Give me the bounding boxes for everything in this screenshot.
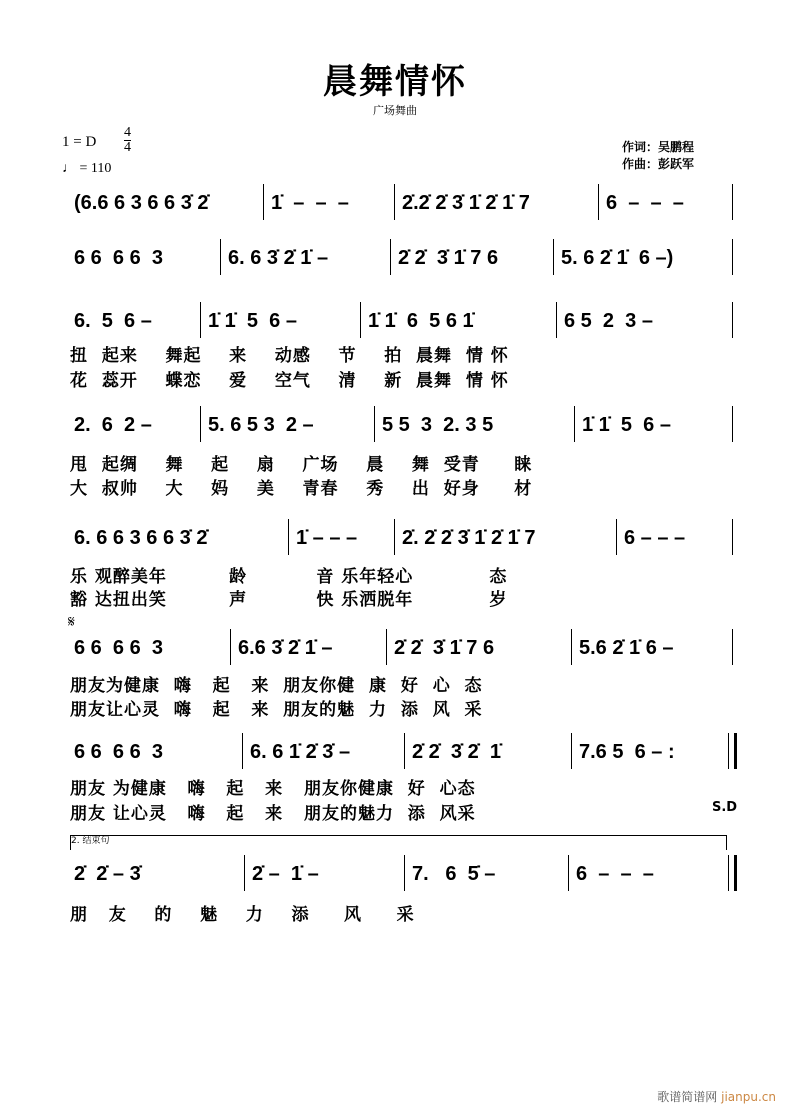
barline <box>732 406 733 442</box>
barline <box>598 184 599 220</box>
barline <box>360 302 361 338</box>
barline <box>732 184 733 220</box>
end-barline <box>728 733 737 769</box>
barline <box>732 629 733 665</box>
segno-sign: 𝄋 <box>68 612 75 631</box>
barline <box>242 733 243 769</box>
measure: 5. 6 2̇ 1̇ 6 –) <box>561 247 674 269</box>
measure: 6. 6 3̇ 2̇ 1̇ – <box>228 247 329 269</box>
measure: 2̇.2̇ 2̇ 3̇ 1̇ 2̇ 1̇ 7 <box>402 192 530 214</box>
measure: 7.6 5 6 – : <box>579 741 675 763</box>
lyric-line: 扭 起来 舞起 来 动感 节 拍 晨舞 情 怀 <box>70 346 509 366</box>
song-subtitle: 广场舞曲 <box>373 104 417 117</box>
song-title: 晨舞情怀 <box>323 62 467 102</box>
music-staff-row <box>68 859 732 889</box>
watermark-cn: 歌谱简谱网 <box>657 1090 718 1104</box>
measure: 1̇ – – – <box>271 192 349 214</box>
barline <box>553 239 554 275</box>
barline <box>220 239 221 275</box>
lyric-line: 大 叔帅 大 妈 美 青春 秀 出 好身 材 <box>70 479 533 499</box>
measure: 2̇ 2̇ 3̇ 1̇ 7 6 <box>394 637 495 659</box>
lyric-line: 乐 观醉美年 龄 音 乐年轻心 态 <box>70 567 508 587</box>
measure: 6 – – – <box>624 527 686 549</box>
barline <box>574 406 575 442</box>
barline <box>556 302 557 338</box>
music-staff-row <box>68 737 732 767</box>
measure: 2̇ 2̇ 3̇ 2̇ 1̇ <box>412 741 501 763</box>
barline <box>732 519 733 555</box>
measure: (6.6 6 3 6 6 3̇ 2̇ <box>74 192 209 214</box>
barline <box>732 302 733 338</box>
key-signature: 1 = D <box>62 134 97 150</box>
barline <box>571 629 572 665</box>
music-staff-row <box>68 523 732 553</box>
lyricist-credit: 作词：吴鹏程 <box>622 140 695 154</box>
measure: 1̇ 1̇ 5 6 – <box>582 414 671 436</box>
composer-credit: 作曲：彭跃军 <box>622 157 695 171</box>
measure: 6 – – – <box>606 192 684 214</box>
measure: 5.6 2̇ 1̇ 6 – <box>579 637 674 659</box>
barline <box>390 239 391 275</box>
sd-mark: S.D <box>712 800 738 815</box>
lyric-line: 朋友 让心灵 嗨 起 来 朋友的魅力 添 风采 <box>70 804 476 824</box>
watermark-url: jianpu.cn <box>721 1090 776 1104</box>
measure: 7. 6 5̇ – <box>412 863 496 885</box>
barline <box>288 519 289 555</box>
time-bottom: 4 <box>124 140 131 155</box>
measure: 5 5 3 2. 3 5 <box>382 414 494 436</box>
music-staff-row <box>68 306 732 336</box>
measure: 6. 5 6 – <box>74 310 152 332</box>
end-barline <box>728 855 737 891</box>
measure: 2̇ 2̇ 3̇ 1̇ 7 6 <box>398 247 499 269</box>
lyric-line: 朋 友 的 魅 力 添 风 采 <box>70 905 415 925</box>
measure: 1̇ 1̇ 6 5 6 1̇ <box>368 310 474 332</box>
music-staff-row <box>68 410 732 440</box>
volta-bracket: 2. 结束句 <box>70 835 727 850</box>
music-staff-row <box>68 243 732 273</box>
lyric-line: 朋友 为健康 嗨 起 来 朋友你健康 好 心态 <box>70 779 476 799</box>
measure: 2. 6 2 – <box>74 414 152 436</box>
measure: 6.6 3̇ 2̇ 1̇ – <box>238 637 333 659</box>
measure: 2̇ 2̇ – 3̇ <box>74 863 141 885</box>
barline <box>571 733 572 769</box>
barline <box>404 855 405 891</box>
music-staff-row <box>68 633 732 663</box>
barline <box>200 302 201 338</box>
measure: 6. 6 1̇ 2̇ 3̇ – <box>250 741 351 763</box>
music-staff-row <box>68 188 732 218</box>
measure: 6 5 2 3 – <box>564 310 653 332</box>
barline <box>404 733 405 769</box>
time-top: 4 <box>124 125 131 140</box>
lyric-line: 豁 达扭出笑 声 快 乐洒脱年 岁 <box>70 590 508 610</box>
measure: 6 – – – <box>576 863 654 885</box>
lyric-line: 朋友让心灵 嗨 起 来 朋友的魅 力 添 风 采 <box>70 700 483 720</box>
lyric-line: 花 蕊开 蝶恋 爱 空气 清 新 晨舞 情 怀 <box>70 371 509 391</box>
watermark <box>657 1090 776 1105</box>
barline <box>732 239 733 275</box>
lyric-line: 甩 起绸 舞 起 扇 广场 晨 舞 受青 睐 <box>70 455 533 475</box>
barline <box>394 519 395 555</box>
measure: 6 6 6 6 3 <box>74 637 163 659</box>
barline <box>616 519 617 555</box>
measure: 1̇ 1̇ 5 6 – <box>208 310 297 332</box>
tempo-mark: ♩ = 110 <box>62 161 112 176</box>
measure: 5. 6 5 3 2 – <box>208 414 314 436</box>
measure: 2̇ – 1̇ – <box>252 863 319 885</box>
barline <box>263 184 264 220</box>
time-signature <box>124 126 131 155</box>
barline <box>568 855 569 891</box>
measure: 2̇. 2̇ 2̇ 3̇ 1̇ 2̇ 1̇ 7 <box>402 527 536 549</box>
measure: 1̇ – – – <box>296 527 358 549</box>
barline <box>374 406 375 442</box>
measure: 6 6 6 6 3 <box>74 741 163 763</box>
barline <box>200 406 201 442</box>
barline <box>244 855 245 891</box>
measure: 6. 6 6 3 6 6 3̇ 2̇ <box>74 527 208 549</box>
barline <box>386 629 387 665</box>
barline <box>394 184 395 220</box>
measure: 6 6 6 6 3 <box>74 247 163 269</box>
lyric-line: 朋友为健康 嗨 起 来 朋友你健 康 好 心 态 <box>70 676 483 696</box>
barline <box>230 629 231 665</box>
